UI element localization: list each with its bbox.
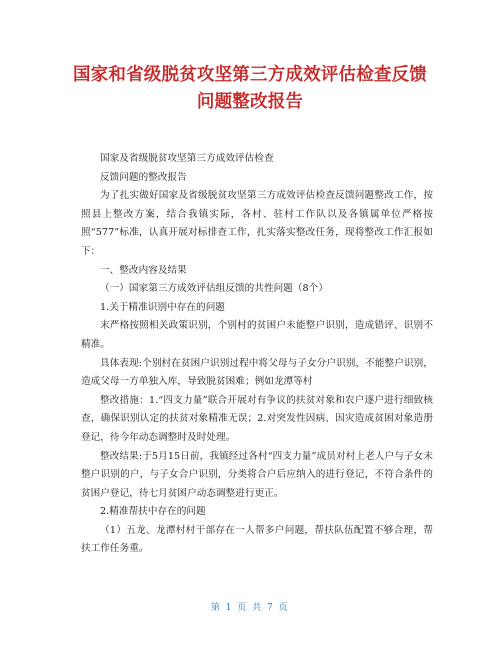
paragraph: 国家及省级脱贫攻坚第三方成效评估检查	[100, 153, 274, 164]
title-line-2: 问题整改报告	[196, 92, 304, 112]
section-heading: 一、整改内容及结果	[100, 264, 187, 276]
paragraph: （1）五龙、龙潭村村干部存在一人帮多户问题，帮扶队伍配置不够合理，帮扶工作任务重。	[81, 524, 433, 555]
item-heading: 1.关于精准识别中存在的问题	[100, 301, 225, 313]
item-heading: 2.精准帮扶中存在的问题	[100, 506, 206, 518]
paragraph: 末严格按照相关政策识别，个别村的贫困户未能整户识别，造成错评、识别不精准。	[81, 320, 433, 350]
title-line-1: 国家和省级脱贫攻坚第三方成效评估检查反馈	[73, 65, 427, 85]
paragraph: 为了扎实做好国家及省级脱贫攻坚第三方成效评估检查反馈问题整改工作，按照县上整改方案，结合我镇实际，各村、驻村工作队以及各镇属单位严格按照“577”标准，认真开展对标排查工作，扎实落实整改任务，现将整改工作汇报如下：	[81, 190, 433, 257]
paragraph: 反馈问题的整改报告	[100, 171, 187, 183]
paragraph: 整改措施：1.“四支力量”联合开展对有争议的扶贫对象和农户逐户进行细致核查，确保识别认定的扶贫对象精准无误；2.对突发性因病、因灾造成贫困对象造册登记，待今年动态调整时及时处理。	[81, 394, 433, 443]
paragraph: 具体表现:个别村在贫困户识别过程中将父母与子女分户识别，不能整户识别，造成父母一方单独入库，导致脱贫困难；例如龙潭等村	[81, 357, 433, 388]
document-title	[60, 62, 440, 116]
page-number: 第 1 页 共 7 页	[210, 603, 290, 613]
subsection-heading: （一）国家第三方成效评估组反馈的共性问题（8个）	[100, 283, 328, 295]
document-body	[81, 150, 433, 559]
paragraph: 整改结果:于5月15日前，我镇经过各村“四支力量”成员对村上老人户与子女未整户识别的户，与子女合户识别，分类将合户后应纳入的进行登记，不符合条件的贫困户登记，待七月贫困户动态调整进行更正。	[81, 450, 433, 499]
